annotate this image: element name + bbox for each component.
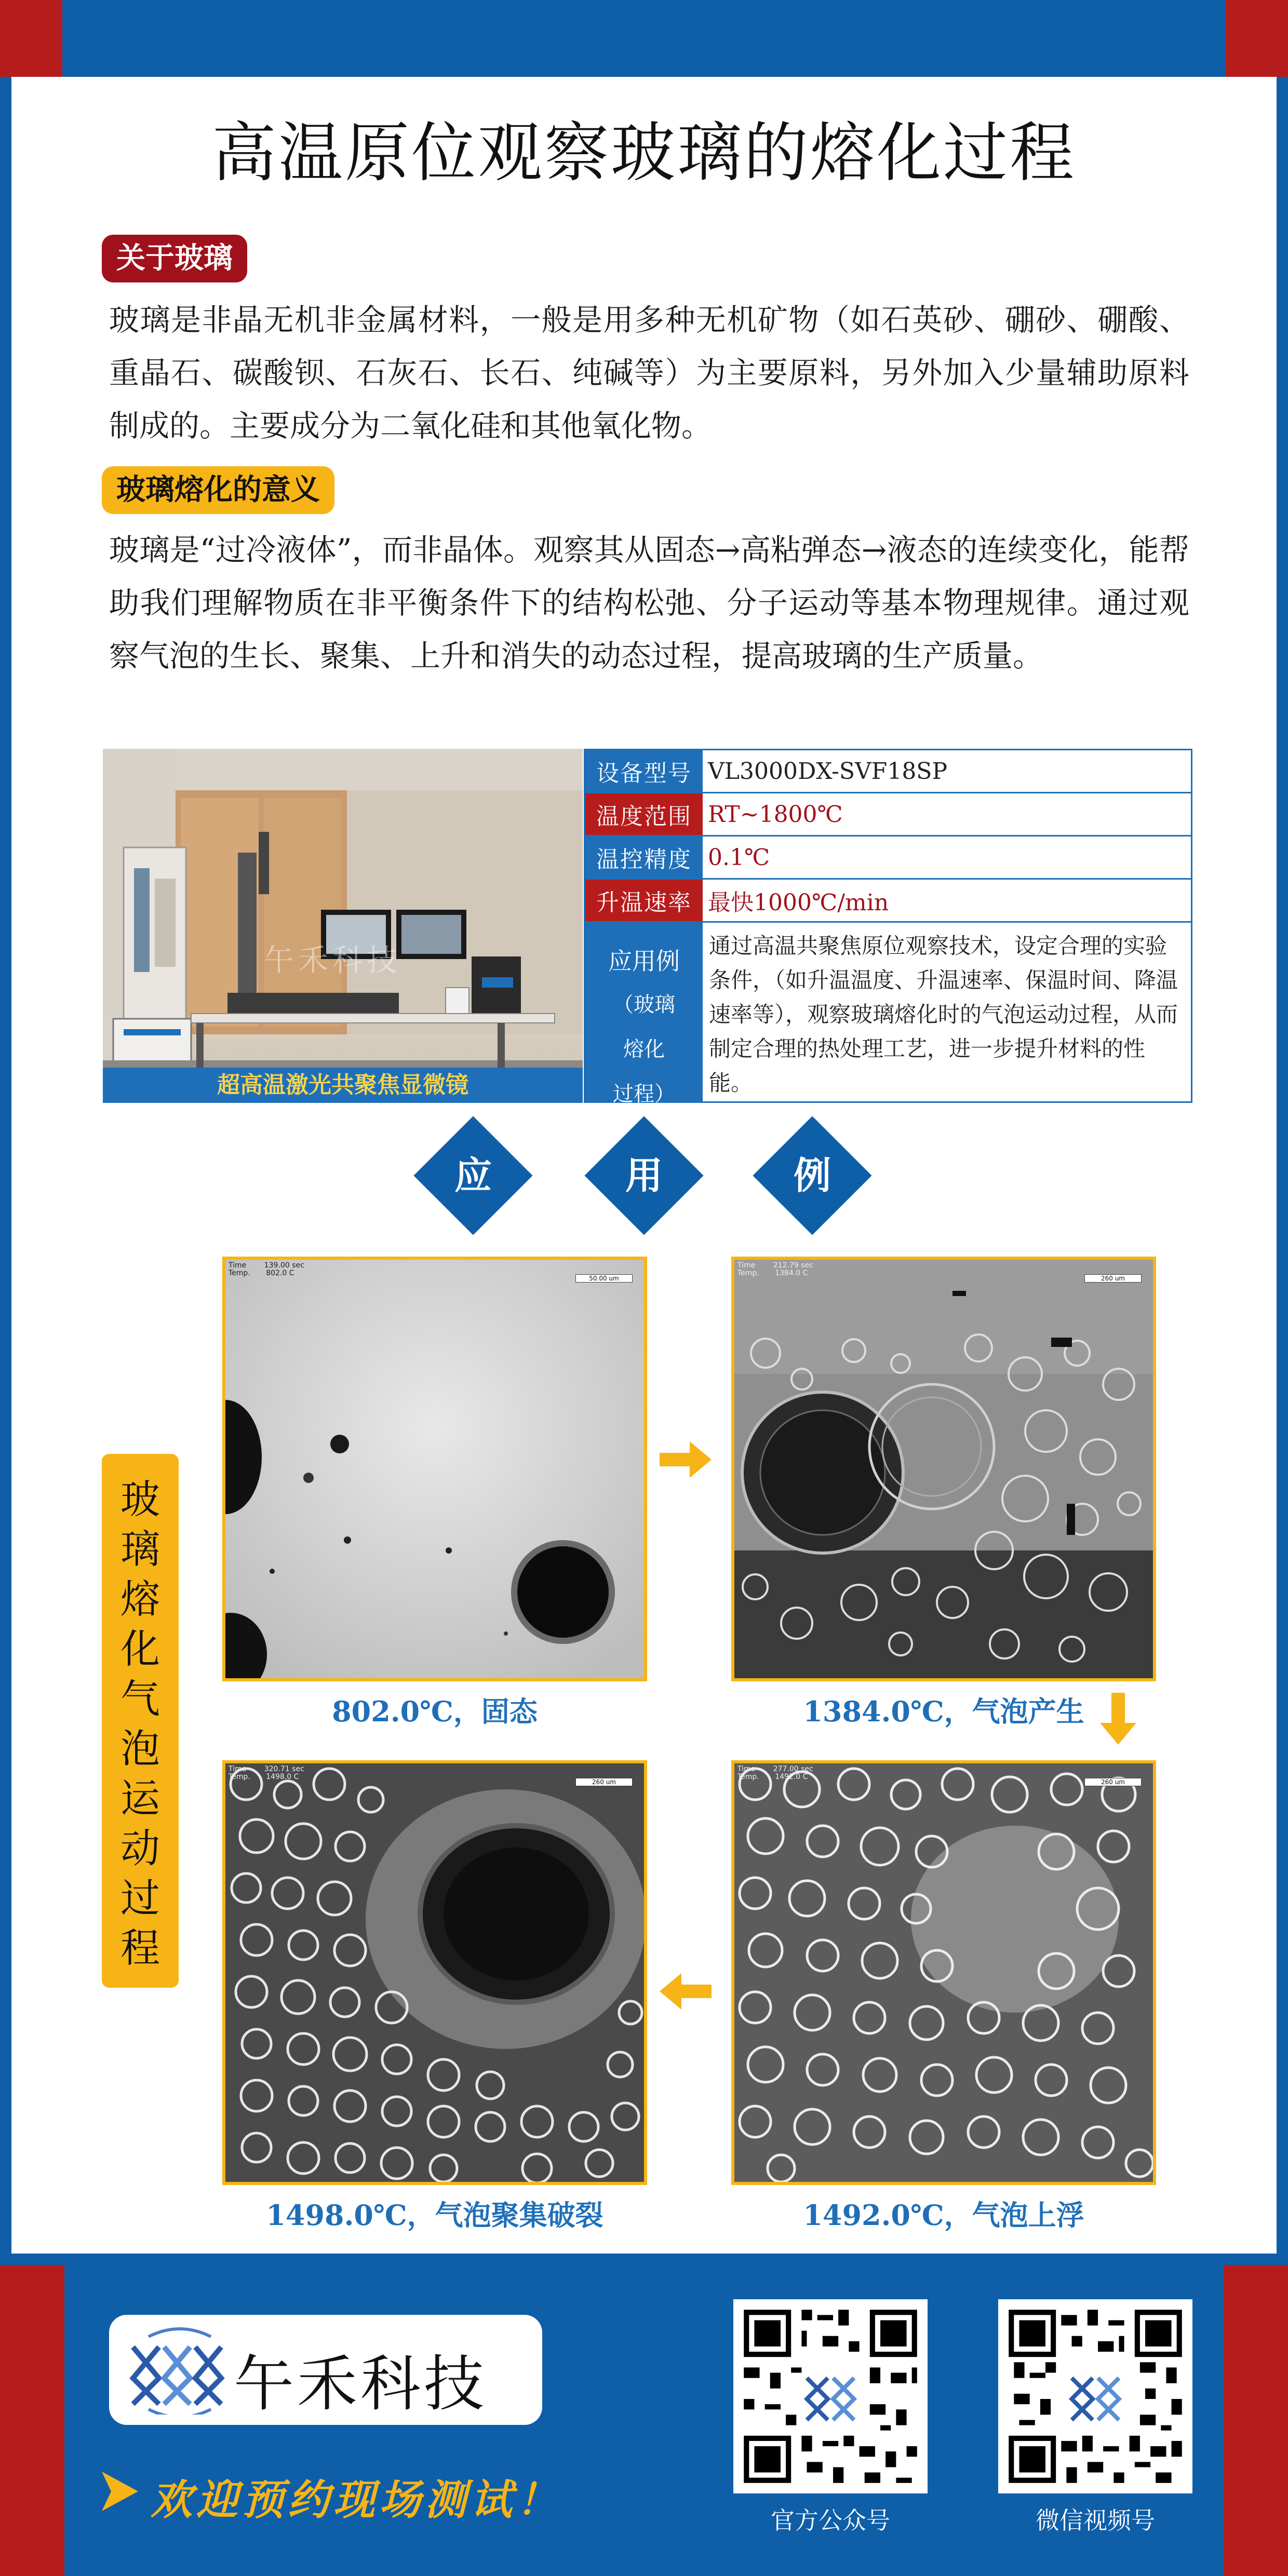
- spec-value-heating-rate: 最快1000℃/min: [708, 889, 889, 916]
- side-label: [102, 1454, 179, 1988]
- micro-3-temp-label: Temp.: [229, 1773, 250, 1781]
- micro-4-temp: 1492.0 C: [775, 1773, 808, 1781]
- micro-1-time: 139.00 sec: [264, 1261, 304, 1270]
- meaning-paragraph: 玻璃是“过冷液体”，而非晶体。观察其从固态→高粘弹态→液态的连续变化，能帮助我们理解物质在非平衡条件下的结构松弛、分子运动等基本物理规律。通过观察气泡的生长、聚集、上升和消失的动态过程，提高玻璃的生产质量。: [109, 532, 1189, 673]
- spec-label-temp-precision: 温控精度: [585, 837, 703, 878]
- micrograph-caption-1: 802.0℃，固态: [332, 1695, 538, 1728]
- micro-4-temp-label: Temp.: [737, 1773, 759, 1781]
- qr-caption-official: 官方公众号: [771, 2506, 890, 2534]
- company-logo-icon: [128, 2326, 232, 2415]
- micro-4-time: 277.00 sec: [773, 1765, 813, 1773]
- micrograph-bubbles-float: [731, 1760, 1156, 2185]
- top-banner-right-accent: [1226, 0, 1288, 77]
- application-sub-1: （玻璃: [613, 993, 675, 1017]
- company-name: 午禾科技: [234, 2349, 487, 2419]
- spec-label-temp-range: 温度范围: [585, 793, 703, 835]
- spec-value-temp-range: RT~1800℃: [708, 801, 843, 828]
- micro-4-scale: 260 um: [1084, 1778, 1142, 1786]
- application-sub-2: 熔化: [623, 1037, 665, 1061]
- side-label-char: 运: [120, 1775, 160, 1822]
- application-sub-3: 过程）: [613, 1082, 675, 1106]
- micrograph-solid: [222, 1257, 647, 1681]
- micro-1-scale: 50.00 um: [575, 1274, 633, 1283]
- qr-caption-video: 微信视频号: [1036, 2506, 1155, 2534]
- spec-label-application: [585, 923, 703, 1106]
- section-tag-meaning: 玻璃熔化的意义: [102, 466, 334, 514]
- micrograph-bubbles-form: [731, 1257, 1156, 1681]
- spec-row-temp-precision: [585, 837, 1191, 880]
- slogan: 欢迎预约现场测试！: [151, 2476, 562, 2524]
- side-label-char: 程: [120, 1925, 160, 1971]
- qr-code-icon: [998, 2299, 1192, 2493]
- micro-1-time-label: Time: [229, 1261, 247, 1270]
- page-title: 高温原位观察玻璃的熔化过程: [211, 116, 1076, 191]
- top-banner-left-accent: [0, 0, 62, 77]
- side-label-char: 化: [120, 1626, 160, 1672]
- spec-value-model: VL3000DX-SVF18SP: [708, 758, 948, 785]
- qr-official-account[interactable]: [733, 2299, 928, 2493]
- micro-2-scale: 260 um: [1084, 1274, 1142, 1283]
- spec-row-model: [585, 750, 1191, 793]
- micro-2-time: 212.79 sec: [773, 1261, 813, 1270]
- micro-3-time: 320.71 sec: [264, 1765, 304, 1773]
- footer-right-accent: [1224, 2265, 1288, 2576]
- arrow-left-icon: [660, 1973, 712, 2009]
- micro-4-time-label: Time: [737, 1765, 756, 1773]
- photo-caption: 超高温激光共聚焦显微镜: [103, 1068, 583, 1103]
- spec-row-temp-range: [585, 793, 1191, 837]
- application-description: 通过高温共聚焦原位观察技术，设定合理的实验条件，（如升温温度、升温速率、保温时间、降温速率等），观察玻璃熔化时的气泡运动过程，从而制定合理的热处理工艺，进一步提升材料的性能。: [709, 933, 1178, 1096]
- footer-left-accent: [0, 2265, 64, 2576]
- micrograph-caption-3: 1498.0℃，气泡聚集破裂: [266, 2199, 603, 2232]
- spec-row-heating-rate: [585, 880, 1191, 923]
- spec-value-temp-precision: 0.1℃: [708, 844, 770, 871]
- micrograph-bubbles-burst: [222, 1760, 647, 2185]
- side-label-char: 泡: [120, 1725, 160, 1772]
- micro-2-time-label: Time: [737, 1261, 756, 1270]
- arrow-down-icon: [1100, 1693, 1136, 1745]
- side-label-char: 熔: [120, 1576, 160, 1622]
- top-banner: [0, 0, 1288, 77]
- micro-3-time-label: Time: [229, 1765, 247, 1773]
- micro-2-temp: 1384.0 C: [775, 1269, 808, 1277]
- spec-label-model: 设备型号: [585, 750, 703, 792]
- arrow-right-icon: [660, 1441, 712, 1478]
- side-label-char: 气: [120, 1676, 160, 1722]
- about-paragraph: 玻璃是非晶无机非金属材料，一般是用多种无机矿物（如石英砂、硼砂、硼酸、重晶石、碳酸钡、石灰石、长石、纯碱等）为主要原料，另外加入少量辅助原料制成的。主要成分为二氧化硅和其他氧化物。: [109, 302, 1189, 443]
- application-title: 应用例: [608, 947, 680, 975]
- section-tag-about: 关于玻璃: [102, 235, 247, 282]
- side-label-char: 玻: [120, 1476, 160, 1522]
- diamond-1-label: 应: [454, 1154, 492, 1197]
- side-label-char: 璃: [120, 1526, 160, 1572]
- spec-table: [584, 749, 1192, 1106]
- spec-label-heating-rate: 升温速率: [585, 880, 703, 921]
- micro-3-scale: 260 um: [575, 1778, 633, 1786]
- micrograph-caption-4: 1492.0℃，气泡上浮: [803, 2199, 1084, 2232]
- microscope-photo: [103, 749, 583, 1103]
- micro-1-temp: 802.0 C: [266, 1269, 294, 1277]
- micro-2-temp-label: Temp.: [737, 1269, 759, 1277]
- micro-3-temp: 1498.0 C: [266, 1773, 299, 1781]
- qr-code-icon: [733, 2299, 928, 2493]
- photo-watermark: 午禾科技: [264, 942, 401, 978]
- qr-video-channel[interactable]: [998, 2299, 1192, 2493]
- micro-1-temp-label: Temp.: [229, 1269, 250, 1277]
- diamond-3-label: 例: [793, 1154, 831, 1197]
- micrograph-caption-2: 1384.0℃，气泡产生: [803, 1695, 1084, 1728]
- diamond-2-label: 用: [625, 1154, 663, 1197]
- slogan-arrow-icon: [102, 2472, 138, 2511]
- side-label-char: 动: [120, 1825, 160, 1871]
- side-label-char: 过: [120, 1875, 160, 1921]
